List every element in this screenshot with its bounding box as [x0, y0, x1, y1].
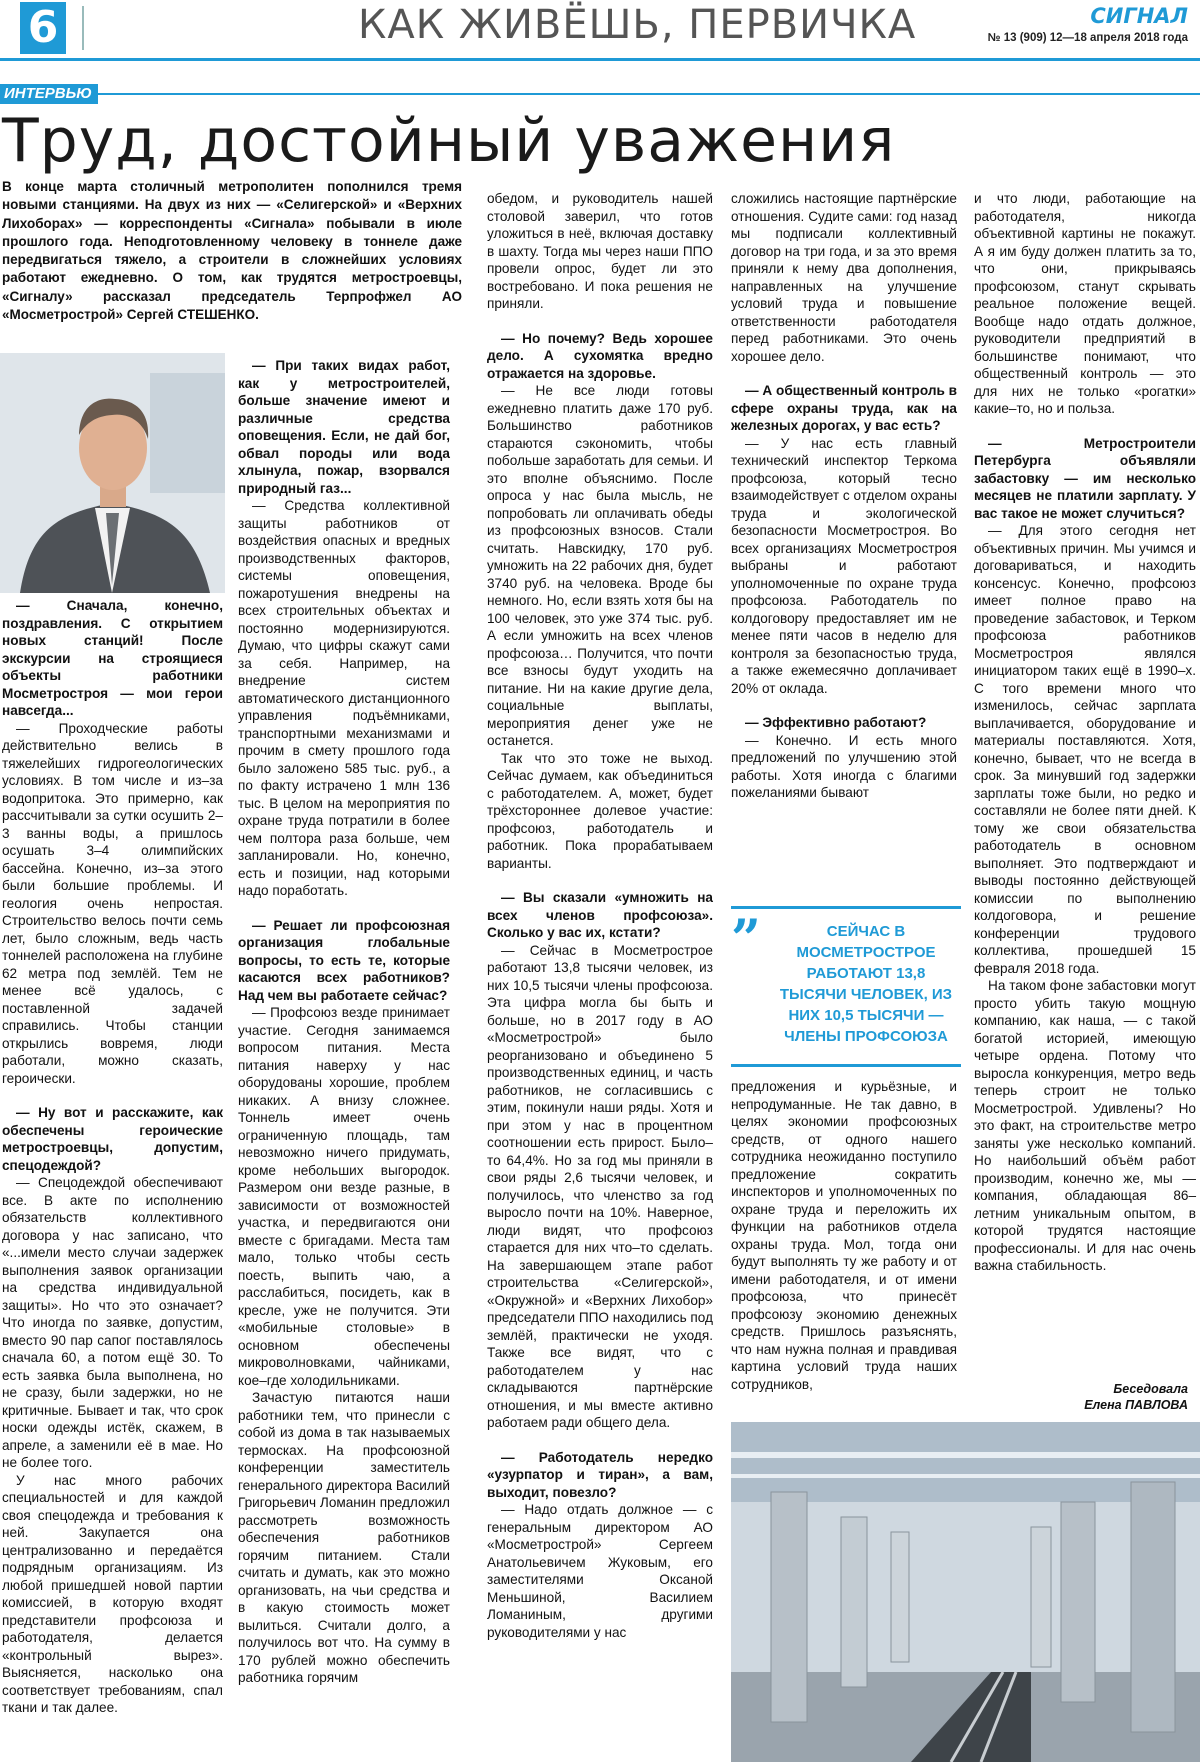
header-rule	[0, 58, 1200, 61]
answer-paragraph: Зачастую питаются наши работники тем, что принесли с собой из дома в так называемых термосках. На профсоюзной конференции заместитель генерального директора Василий Григорьевич Ломанин предложил рассмотреть возможность обеспечения работников горячим питанием. Стали считать и думать, как это можно организовать, на чьи средства и в какую стоимость может вылиться. Считали долго, а получилось вот что. На сумму в 170 рублей можно обеспечить работника горячим	[238, 1390, 450, 1685]
answer-paragraph: У нас много рабочих специальностей и для каждой своя спецодежда и требования к ней. Закупается она централизованно и передаётся подрядным организациям. Из любой пришедшей новой партии комиссией, в которую входят представители профсоюза и работодателя, делается «контрольный вырез». Выясняется, насколько она соответствует требованиям, спал ткани и так далее.	[2, 1472, 223, 1715]
article-column-3	[487, 190, 713, 1641]
answer-paragraph: — Не все люди готовы ежедневно платить даже 170 руб. Большинство работников стараются сэкономить, чтобы побольше заработать для семьи. И это вполне объяснимо. После опроса у нас была мысль, не попробовать ли оплачивать обеды из профсоюзных взносов. Стали считать. Навскидку, 170 руб. умножить на 22 рабочих дня, будет 3740 руб. на человека. Вроде бы немного. Но, если взять хотя бы на 100 человек, это уже 374 тыс. руб. А если умножить на всех членов профсоюза… Получится, что почти все взносы будут уходить на питание. Ни на какие другие дела, социальные выплаты, мероприятия денег уже не останется.	[487, 383, 713, 748]
interview-question: — Вы сказали «умножить на всех членов профсоюза». Сколько у вас их, кстати?	[487, 890, 713, 940]
metro-station-photo	[731, 1422, 1200, 1762]
article-column-4-top	[731, 190, 957, 802]
interview-question: — Метростроители Петербурга объявляли забастовку — им несколько месяцев не платили зарплату. У вас такое не может случиться?	[974, 435, 1196, 521]
answer-paragraph: — Сейчас в Мосметрострое работают 13,8 тысячи человек, из них 10,5 тысячи члены профсоюза. Эта цифра могла бы быть и больше, но в 2017 году в АО «Мосметрострой» было реорганизовано и объединено 5 производственных единиц, и часть работников, не согласившись с этим, покинули наши ряды. Хотя и при этом у нас в процентном соотношении есть прирост. Было–то 64,4%. Но за год мы приняли в свои ряды 2,6 тысячи человек, и получилось, что членство за год выросло почти на 10%. Наверное, люди видят, что профсоюз старается для них что–то сделать. На завершающем этапе работ строительства «Селигерской», «Окружной» и «Верхних Лихобор» председатели ППО находились под землёй, практически не уходя. Также все видят, что с работодателем у нас складываются партнёрские отношения, и мы вместе активно работаем ради общего дела.	[487, 942, 713, 1430]
answer-paragraph: сложились настоящие партнёрские отношения. Судите сами: год назад мы подписали коллективный договор на три года, и за это время приняли к нему два дополнения, направленных на улучшение условий труда и повышение ответственности работодателя перед работниками. Это очень хорошее дело.	[731, 191, 957, 364]
answer-paragraph: — Для этого сегодня нет объективных причин. Мы учимся и договариваться, и находить консенсус. Конечно, профсоюз имеет полное право на проведение забастовок, и Терком профсоюза работников Мосметростроя являлся инициатором таких ещё в 1990–х. С того времени много что изменилось, сейчас зарплата выплачивается, оборудование и материалы поставляются. Хотя, конечно, бывает, что не всегда в срок. За минувший год задержки зарплаты тоже были, но редко и составляли не более пяти дней. К тому же свои обязательства работодатель в основном выполняет. Это подтверждают и выводы постоянно действующей комиссии по выполнению колдоговора, и решение конференции трудового коллектива, прошедшей 15 февраля 2018 года.	[974, 523, 1196, 976]
article-column-5	[974, 190, 1196, 1275]
answer-paragraph: — Конечно. И есть много предложений по улучшению этой работы. Хотя иногда с благими пожеланиями бывают	[731, 732, 957, 800]
answer-paragraph: — У нас есть главный технический инспектор Теркома профсоюза, который тесно взаимодействует с отделом охраны труда и экологической безопасности Мосметростроя. Во всех организациях Мосметростроя выбраны и работают уполномоченные по охране труда профсоюза. Работодатель по колдоговору предоставляет им не менее пяти часов в неделю для контроля за безопасностью труда, а также ежемесячно доплачивает 20% от оклада.	[731, 435, 957, 696]
header-divider	[82, 6, 84, 50]
page-number: 6	[20, 2, 66, 54]
interview-question: — При таких видах работ, как у метростроителей, больше значение имеют и различные средства оповещения. Если, не дай бог, обвал породы или вода хлынула, пожар, взорвался природный газ...	[238, 358, 450, 496]
station-image	[731, 1422, 1200, 1762]
article-column-2	[238, 357, 450, 1687]
page-header	[0, 0, 1200, 60]
section-title: КАК ЖИВЁШЬ, ПЕРВИЧКА	[358, 2, 917, 48]
answer-paragraph: — Спецодеждой обеспечивают все. В акте по исполнению обязательств коллективного договора у нас записано, что «...имели место случаи задержек выполнения заявок организации на средства индивидуальной защиты». Но что это означает? Что иногда по заявке, допустим, вместо 90 пар сапог поставлялось сначала 60, а потом ещё 30. То есть заявка была выполнена, но не сразу, были задержки, но не критичные. Бывает и так, что срок носки одежды истёк, скажем, в апреле, а заменили её в мае. Но не более того.	[2, 1175, 223, 1470]
signature	[1084, 1381, 1188, 1413]
interview-question: — А общественный контроль в сфере охраны труда, как на железных дорогах, у вас есть?	[731, 383, 957, 433]
interview-question: — Решает ли профсоюзная организация глобальные вопросы, то есть те, которые касаются всех работников? Над чем вы работаете сейчас?	[238, 917, 450, 1003]
answer-paragraph: и что люди, работающие на работодателя, никогда объективной картины не покажут. А я им буду должен платить за то, что они, прикрываясь профсоюзом, станут скрывать реальное положение вещей. Вообще надо отдать должное, руководители предприятий в большинстве понимают, что общественный контроль — это для них не только «рогатки» какие–то, но и польза.	[974, 191, 1196, 416]
article-lead: В конце марта столичный метрополитен пополнился тремя новыми станциями. На двух из них — «Селигерской» и «Верхних Лихоборах» — корреспонденты «Сигнала» побывали в июле прошлого года. Неподготовленному человеку в тоннеле даже передвигаться тяжело, а строители в сложнейших условиях работают ежедневно. О том, как трудятся метростроевцы, «Сигналу» рассказал председатель Терпрофжел АО «Мосметрострой» Сергей СТЕШЕНКО.	[2, 179, 462, 323]
answer-paragraph: — Средства коллективной защиты работников от воздействия опасных и вредных производственных факторов, системы оповещения, пожаротушения внедрены на всех строительных объектах и постоянно модернизируются. Думаю, что цифры скажут сами за себя. Например, на внедрение систем автоматического дистанционного управления подъёмниками, транспортными механизмами и прочим в смету прошлого года было заложено 585 тыс. руб., а по факту истрачено 1 млн 136 тыс. В целом на мероприятия по охране труда потратили в более чем полтора раза больше, чем запланировали. Но, конечно, есть и позиции, над которыми надо поработать.	[238, 498, 450, 898]
interview-question: — Но почему? Ведь хорошее дело. А сухомятка вредно отражается на здоровье.	[487, 330, 713, 381]
answer-paragraph: Так что это тоже не выход. Сейчас думаем, как объединиться с работодателем. А, может, будет трёхстороннее долевое участие: профсоюз, работодатель и работник. Пока прорабатываем варианты.	[487, 750, 713, 871]
answer-paragraph: На таком фоне забастовки могут просто убить такую мощную компанию, как наша, — с такой богатой историей, имеющую четыре ордена. Потому что выросла конкуренция, метро ведь теперь строит не только Мосметрострой. Удивлены? Но это факт, на строительстве метро заняты уже несколько компаний. Но наибольший объём работ производим, конечно же, мы — компания, обладающая 86–летним уникальным опытом, в которой трудятся настоящие профессионалы. И для нас очень важна стабильность.	[974, 978, 1196, 1273]
rubric-rule	[80, 93, 1200, 95]
interview-question: — Работодатель нередко «узурпатор и тиран», а вам, выходит, повезло?	[487, 1449, 713, 1500]
pull-quote-text: СЕЙЧАС В МОСМЕТРОСТРОЕ РАБОТАЮТ 13,8 ТЫСЯЧИ ЧЕЛОВЕК, ИЗ НИХ 10,5 ТЫСЯЧИ — ЧЛЕНЫ ПРОФСОЮЗА	[779, 923, 953, 1045]
answer-paragraph: обедом, и руководитель нашей столовой заверил, что готов уложиться в неё, включая доставку в шахту. Тогда мы через наши ППО провели опрос, будет ли это востребовано. И пока решения не приняли.	[487, 191, 713, 311]
rubric-label: ИНТЕРВЬЮ	[0, 84, 98, 104]
answer-paragraph: — Проходческие работы действительно велись в тяжелейших гидрогеологических условиях. В том числе и из–за водопритока. Это примерно, как рассчитывали за сутки осушить 2–3 ванны воды, а пришлось осушать 3–4 олимпийских бассейна. Конечно, из–за этого были большие проблемы. И геология очень непростая. Строительство велось почти семь лет, было сложным, ведь часть тоннелей расположена на глубине 62 метра под землёй. Тем не менее всё удалось, с поставленной задачей справились. Чтобы станции открылись вовремя, люди работали, можно сказать, героически.	[2, 720, 223, 1086]
portrait-photo	[0, 353, 225, 593]
article-column-4-bottom	[731, 1078, 957, 1393]
interview-question: — Эффективно работают?	[745, 715, 927, 730]
signature-label: Беседовала	[1113, 1382, 1188, 1396]
answer-paragraph: — Профсоюз везде принимает участие. Сегодня занимаемся вопросом питания. Места питания наверху у нас оборудованы хорошие, проблем никаких. А внизу сложнее. Тоннель имеет очень ограниченную площадь, там невозможно ничего придумать, кроме небольших выгородок. Размером они везде разные, в зависимости от возможностей участка, и передвигаются они вместе с бригадами. Места там мало, только чтобы сесть поесть, выпить чаю, а расслабиться, посидеть, как в кресле, уже не получится. Эти «мобильные столовые» в основном обеспечены микроволновками, чайниками, кое–где холодильниками.	[238, 1005, 450, 1388]
answer-paragraph: предложения и курьёзные, и непродуманные. Не так давно, в целях экономии профсоюзных средств, от одного нашего сотрудника неожиданно поступило предложение сократить инспекторов и уполномоченных по охране труда и переложить их функции на работников отдела охраны труда. Мол, тогда они будут выполнять ту же работу и от имени работодателя, и от имени профсоюза, что принесёт профсоюзу экономию денежных средств. Пришлось разъяснять, что нам нужна полная и правдивая картина условий труда наших сотрудников,	[731, 1079, 957, 1392]
portrait-image	[0, 353, 225, 593]
pull-quote	[731, 906, 961, 1067]
interview-question: — Ну вот и расскажите, как обеспечены героические метростроевцы, допустим, спецодеждой?	[2, 1105, 223, 1173]
quote-mark-icon: ”	[731, 909, 761, 970]
issue-info: № 13 (909) 12—18 апреля 2018 года	[987, 32, 1188, 44]
article-column-1	[2, 597, 223, 1717]
article-headline: Труд, достойный уважения	[2, 106, 896, 176]
newspaper-brand: СИГНАЛ	[1090, 4, 1188, 28]
signature-author: Елена ПАВЛОВА	[1084, 1398, 1188, 1412]
answer-paragraph: — Надо отдать должное — с генеральным директором АО «Мосметрострой» Сергеем Анатольевичем Жуковым, его заместителями Оксаной Меньшиной, Василием Ломаниным, другими руководителями у нас	[487, 1502, 713, 1640]
interview-question: — Сначала, конечно, поздравления. С открытием новых станций! После экскурсии на строящиеся объекты работники Мосметростроя — мои герои навсегда...	[2, 598, 223, 718]
